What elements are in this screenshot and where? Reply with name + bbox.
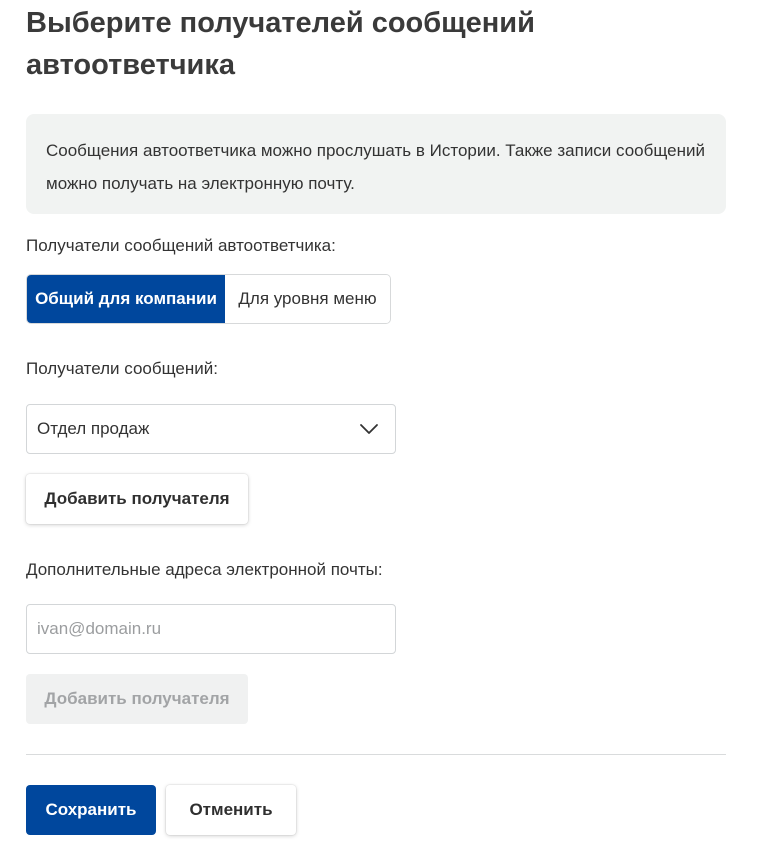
recipients-mode-label: Получатели сообщений автоответчика: xyxy=(26,236,336,255)
recipients-select-value: Отдел продаж xyxy=(37,419,150,438)
mode-option-menu-level[interactable]: Для уровня меню xyxy=(225,275,390,323)
add-email-recipient-button[interactable]: Добавить получателя xyxy=(26,674,248,724)
recipients-label: Получатели сообщений: xyxy=(26,359,218,378)
recipients-select[interactable] xyxy=(26,404,396,454)
recipients-mode-toggle xyxy=(26,274,391,324)
chevron-down-icon xyxy=(359,422,379,436)
divider xyxy=(26,754,726,755)
save-button[interactable]: Сохранить xyxy=(26,785,156,835)
cancel-button[interactable]: Отменить xyxy=(166,785,296,835)
extra-emails-label: Дополнительные адреса электронной почты: xyxy=(26,560,383,579)
info-box: Сообщения автоответчика можно прослушать в Истории. Также записи сообщений можно получать на электронную почту. xyxy=(26,114,726,214)
page-title: Выберите получателей сообщений автоответчика xyxy=(26,7,535,81)
add-recipient-button[interactable]: Добавить получателя xyxy=(26,474,248,524)
mode-option-company[interactable]: Общий для компании xyxy=(27,275,225,323)
email-field[interactable] xyxy=(26,604,396,654)
